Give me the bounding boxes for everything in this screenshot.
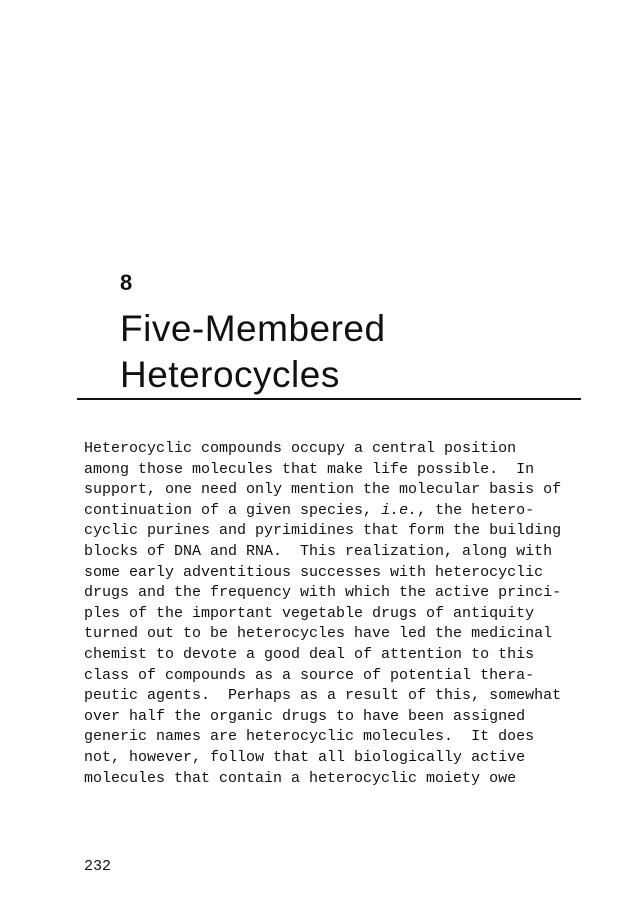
- body-line: continuation of a given species, i.e., the hetero-: [84, 501, 535, 519]
- body-line: Heterocyclic compounds occupy a central position: [84, 440, 517, 457]
- body-line: among those molecules that make life possible. In: [84, 460, 535, 478]
- chapter-title: [120, 306, 580, 398]
- body-paragraph: [84, 439, 584, 789]
- body-line: support, one need only mention the molecular basis of: [84, 481, 562, 499]
- chapter-title-line: Heterocycles: [120, 354, 340, 395]
- page-number: 232: [84, 858, 112, 875]
- body-line: some early adventitious successes with heterocyclic: [84, 563, 544, 581]
- chapter-number: 8: [120, 270, 133, 295]
- body-line: ples of the important vegetable drugs of antiquity: [84, 604, 535, 622]
- italic-abbreviation: i.e.: [381, 501, 418, 519]
- body-line: not, however, follow that all biologically active: [84, 748, 526, 766]
- chapter-title-line: Five-Membered: [120, 308, 386, 349]
- body-line: over half the organic drugs to have been assigned: [84, 707, 526, 725]
- body-line: turned out to be heterocycles have led the medicinal: [84, 625, 553, 643]
- body-line: drugs and the frequency with which the active princi-: [84, 584, 562, 602]
- body-line: class of compounds as a source of potential thera-: [84, 666, 535, 684]
- body-line: cyclic purines and pyrimidines that form the building: [84, 522, 562, 540]
- body-line: peutic agents. Perhaps as a result of this, somewhat: [84, 687, 562, 705]
- body-line: blocks of DNA and RNA. This realization, along with: [84, 542, 553, 560]
- body-line: molecules that contain a heterocyclic moiety owe: [84, 769, 517, 787]
- body-line: chemist to devote a good deal of attention to this: [84, 645, 535, 663]
- body-line: generic names are heterocyclic molecules. It does: [84, 728, 535, 746]
- title-divider: [77, 398, 581, 400]
